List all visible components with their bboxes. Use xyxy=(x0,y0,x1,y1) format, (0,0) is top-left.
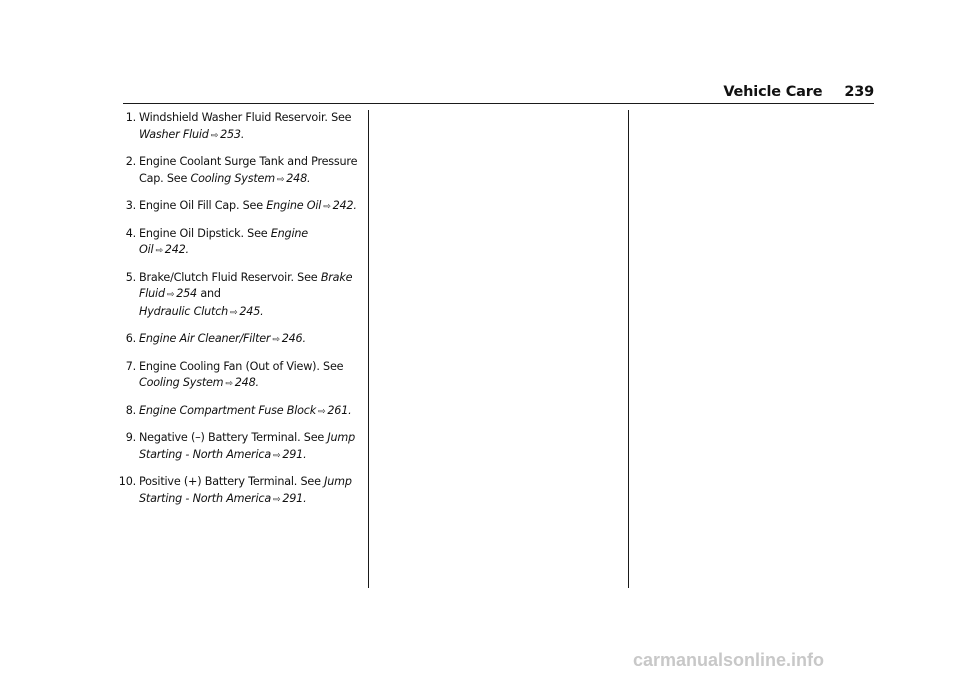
page-reference-icon: ⇨ xyxy=(276,174,285,185)
item-text xyxy=(139,270,360,322)
cross-reference-link[interactable]: Engine Oil xyxy=(266,199,322,212)
item-text xyxy=(139,226,360,260)
cross-reference-page[interactable]: 242 xyxy=(332,199,354,212)
cross-reference-page[interactable]: 253 xyxy=(220,127,241,141)
item-terminator: . xyxy=(302,332,306,345)
list-item xyxy=(110,270,360,322)
item-terminator: . xyxy=(240,127,245,141)
page-reference-icon: ⇨ xyxy=(210,130,219,141)
list-item xyxy=(110,154,360,188)
page-reference-icon: ⇨ xyxy=(272,335,280,345)
list-item xyxy=(110,430,360,464)
item-text xyxy=(139,154,360,188)
cross-reference-link[interactable]: Cooling System xyxy=(139,376,224,389)
list-item xyxy=(110,198,360,216)
list-item xyxy=(110,403,360,421)
cross-reference-page[interactable]: 254 xyxy=(176,287,197,300)
item-description: Positive (+) Battery Terminal. See xyxy=(139,475,321,488)
page-reference-icon: ⇨ xyxy=(225,379,233,389)
page-reference-icon: ⇨ xyxy=(323,202,331,212)
cross-reference-link[interactable]: Brake Fluid xyxy=(139,270,353,300)
page-reference-icon: ⇨ xyxy=(155,246,163,256)
page-number: 239 xyxy=(844,84,874,100)
cross-reference-link[interactable]: Engine Compartment Fuse Block xyxy=(139,403,317,417)
list-item xyxy=(110,331,360,349)
item-number: 6. xyxy=(125,332,136,345)
page-reference-icon: ⇨ xyxy=(272,450,281,461)
item-terminator: . xyxy=(348,403,352,417)
item-number: 7. xyxy=(125,359,136,373)
cross-reference-link[interactable]: Washer Fluid xyxy=(139,127,209,141)
header-rule xyxy=(123,103,874,104)
cross-reference-link[interactable]: Cooling System xyxy=(190,171,275,185)
item-terminator: . xyxy=(353,199,357,212)
item-terminator: . xyxy=(260,304,264,318)
item-terminator: . xyxy=(307,171,311,185)
item-description: Brake/Clutch Fluid Reservoir. See xyxy=(139,270,318,284)
cross-reference-page[interactable]: 245 xyxy=(239,304,261,318)
item-description: Engine Oil Fill Cap. See xyxy=(139,199,263,212)
item-text xyxy=(139,110,360,144)
item-description: Engine Coolant Surge Tank and Pressure Cap. See xyxy=(139,155,358,185)
watermark: carmanualsonline.info xyxy=(633,650,825,670)
cross-reference-link[interactable]: Jump Starting - North America xyxy=(139,431,356,461)
item-number: 3. xyxy=(125,199,136,212)
item-terminator: . xyxy=(303,491,307,505)
cross-reference-page[interactable]: 246 xyxy=(281,332,303,345)
cross-reference-link[interactable]: Engine Air Cleaner/Filter xyxy=(139,332,271,345)
item-number: 4. xyxy=(125,226,136,240)
cross-reference-page[interactable]: 291 xyxy=(282,491,304,505)
item-text xyxy=(139,359,360,393)
item-terminator: . xyxy=(303,447,307,461)
cross-reference-page[interactable]: 248 xyxy=(234,376,256,389)
cross-reference-page[interactable]: 242 xyxy=(164,243,186,256)
item-terminator: . xyxy=(185,243,189,256)
item-number: 10. xyxy=(118,475,136,488)
item-text xyxy=(139,474,360,508)
item-text xyxy=(139,403,360,421)
item-description: Negative (–) Battery Terminal. See xyxy=(139,431,325,444)
item-description: Engine Oil Dipstick. See xyxy=(139,226,268,240)
page-reference-icon: ⇨ xyxy=(272,494,281,505)
section-title: Vehicle Care xyxy=(723,84,823,100)
list-item xyxy=(110,226,360,260)
cross-reference-page[interactable]: 248 xyxy=(286,171,308,185)
item-description: Engine Cooling Fan (Out of View). See xyxy=(139,359,344,373)
item-number: 5. xyxy=(125,270,136,284)
page-reference-icon: ⇨ xyxy=(318,406,326,417)
page-reference-icon: ⇨ xyxy=(230,307,238,318)
cross-reference-link[interactable]: Engine Oil xyxy=(139,226,308,256)
item-description: Windshield Washer Fluid Reservoir. See xyxy=(139,111,352,124)
page-reference-icon: ⇨ xyxy=(166,290,175,300)
item-text xyxy=(139,331,360,349)
cross-reference-link[interactable]: Hydraulic Clutch xyxy=(139,304,229,318)
item-number: 2. xyxy=(125,155,136,168)
column-divider xyxy=(628,110,629,588)
cross-reference-page[interactable]: 291 xyxy=(282,447,304,461)
item-text xyxy=(139,430,360,464)
list-item xyxy=(110,359,360,393)
item-number: 1. xyxy=(125,111,136,124)
item-conjunction: and xyxy=(200,287,221,300)
column-divider xyxy=(368,110,369,588)
item-number: 8. xyxy=(125,403,136,417)
item-number: 9. xyxy=(125,431,136,444)
list-item xyxy=(110,474,360,508)
item-text xyxy=(139,198,360,216)
cross-reference-link[interactable]: Jump Starting - North America xyxy=(139,475,352,505)
item-terminator: . xyxy=(255,376,259,389)
list-item xyxy=(110,110,360,144)
component-list xyxy=(110,110,360,518)
cross-reference-page[interactable]: 261 xyxy=(327,403,349,417)
